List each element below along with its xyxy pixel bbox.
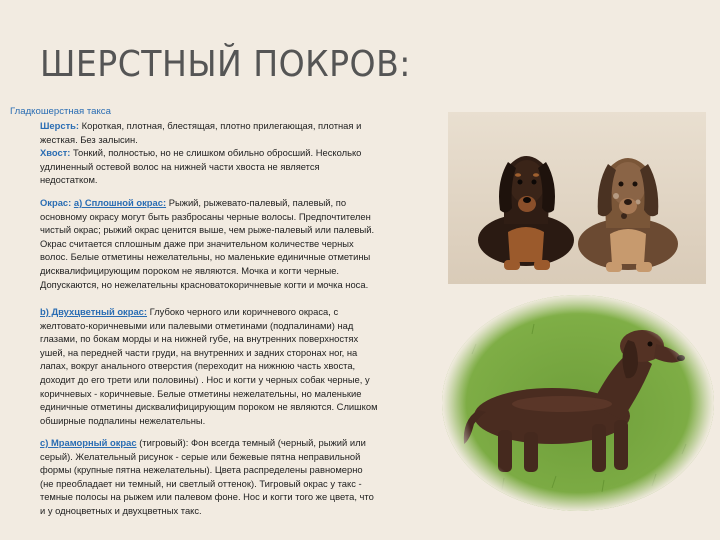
- two-tone-line: единичные отметины дисквалифицирующим пороком не являются. Слишком: [40, 401, 378, 413]
- merle-line: серый). Желательный рисунок - серые или бежевые пятна неправильной: [40, 450, 361, 462]
- tail-text-2: удлиненный остевой волос на нижней части хвоста не является: [40, 160, 320, 172]
- solid-color-label: а) Сплошной окрас:: [73, 197, 167, 208]
- two-tone-line: доходит до его трети или половины) . Нос и когти у черных собак черные, у: [40, 373, 370, 385]
- solid-color-line: основному окрасу могут быть разбросаны черные волосы. Предпочтителен: [40, 210, 371, 222]
- page-title: ШЕРСТНЫЙ ПОКРОВ:: [40, 44, 411, 85]
- coat-text-2: жесткая. Без залысин.: [40, 133, 138, 145]
- solid-color-line: Окрас считается сплошным даже при значительном количестве черных: [40, 237, 354, 249]
- coat-label: Шерсть:: [40, 120, 80, 131]
- tail-text: Тонкий, полностью, но не слишком обильно обросший. Несколько: [73, 147, 362, 159]
- two-tone-line: коричневых - коричневые. Белые отметины нежелательны, но маленькие: [40, 387, 362, 399]
- solid-color-line: дисквалифицирующим пороком не являются. Мочка и когти черные.: [40, 264, 340, 276]
- two-dachshunds-photo: [448, 112, 706, 284]
- solid-color-line: волос. Белые отметины нежелательны, но маленькие единичные отметины: [40, 251, 371, 263]
- color-label: Окрас:: [40, 197, 72, 208]
- two-tone-color-block: [40, 305, 440, 427]
- two-tone-line: Глубоко черного или коричневого окраса, с: [149, 306, 339, 317]
- merle-line: (не преобладает ни темный, ни светлый оттенок). Тигровый окрас у такс -: [40, 477, 362, 489]
- two-tone-line: лапах, вокруг анального отверстия (переходит на нижнюю часть хвоста,: [40, 360, 356, 372]
- solid-color-line: чистый окрас; рыжий окрас ценится выше, чем рыже-палевый или палевый.: [40, 224, 375, 236]
- coat-text: Короткая, плотная, блестящая, плотно прилегающая, плотная и: [81, 120, 362, 131]
- two-tone-line: глазами, по бокам морды и на нижней губе, на внутренних поверхностях: [40, 333, 359, 345]
- brown-dachshund-on-grass-photo: [442, 294, 714, 512]
- merle-line: формы (крупные пятна нежелательны). Цвета распределены равномерно: [40, 464, 363, 476]
- merle-line: и у одноцветных и двухцветных такс.: [40, 504, 202, 516]
- tail-text-3: недостатком.: [40, 174, 98, 186]
- solid-color-line: Допускаются, но нежелательны красноватокоричневые когти и мочка носа.: [40, 278, 369, 290]
- merle-line: темные полосы на рыжем или палевом фоне. Нос и когти того же цвета, что: [40, 491, 374, 503]
- breed-subtitle: Гладкошерстная такса: [10, 106, 111, 117]
- solid-color-line: Рыжий, рыжевато-палевый, палевый, по: [168, 197, 347, 208]
- two-tone-line: ушей, на передней части груди, на внутренних и задних сторонах ног, на: [40, 346, 358, 358]
- coat-block: [40, 119, 440, 187]
- two-tone-color-label: b) Двухцветный окрас:: [40, 306, 148, 317]
- tail-label: Хвост:: [40, 147, 71, 159]
- solid-color-block: [40, 196, 440, 291]
- two-tone-line: желтовато-коричневыми или палевыми отметинами (подпалинами) над: [40, 319, 354, 331]
- merle-color-block: [40, 436, 440, 518]
- merle-line: (тигровый): Фон всегда темный (черный, рыжий или: [139, 437, 366, 448]
- merle-color-label: с) Мраморный окрас: [40, 437, 137, 448]
- two-tone-line: обширные подпалины нежелательны.: [40, 414, 206, 426]
